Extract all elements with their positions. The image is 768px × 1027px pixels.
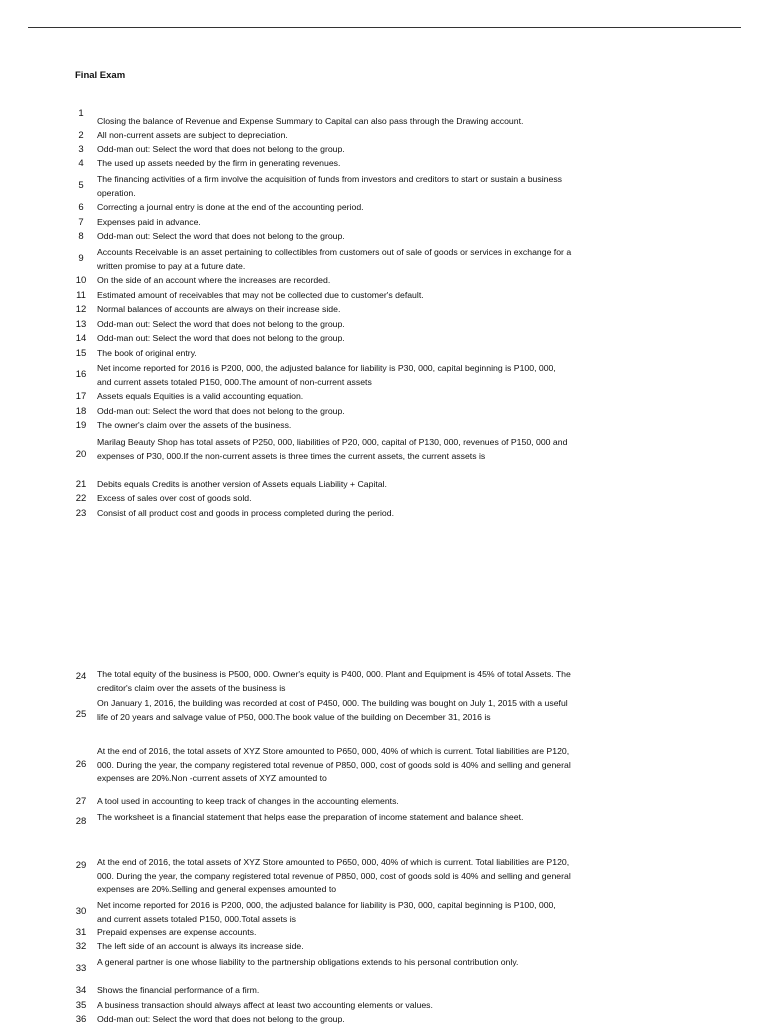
question-text: On January 1, 2016, the building was recorded at cost of P450, 000. The building was bought on July 1, 2015 with a useful life of 20 years and salvage value of P50, 000.The book value of the building on December 31, 2016 is [97, 698, 568, 722]
question-number: 7 [78, 217, 84, 228]
question-text: Marilag Beauty Shop has total assets of P250, 000, liabilities of P20, 000, capital of P130, 000, revenues of P150, 000 and expenses of P30, 000.If the non-current assets is three times the current assets, the current assets is [97, 437, 568, 461]
question-text: Excess of sales over cost of goods sold. [97, 493, 252, 503]
question-number: 25 [75, 709, 87, 720]
question-number: 26 [75, 759, 87, 770]
question-number: 10 [75, 275, 87, 286]
question-text: Odd-man out: Select the word that does not belong to the group. [97, 319, 345, 329]
question-text: On the side of an account where the increases are recorded. [97, 275, 331, 285]
question-number: 20 [75, 449, 87, 460]
question-text: Assets equals Equities is a valid accounting equation. [97, 391, 304, 401]
question-number: 34 [75, 985, 87, 996]
question-number: 6 [78, 202, 84, 213]
question-text: A business transaction should always affect at least two accounting elements or values. [97, 1000, 433, 1010]
question-number: 12 [75, 304, 87, 315]
question-text: The worksheet is a financial statement that helps ease the preparation of income statement and balance sheet. [97, 812, 524, 822]
question-text: The owner's claim over the assets of the business. [97, 420, 292, 430]
question-text: The used up assets needed by the firm in generating revenues. [97, 158, 341, 168]
question-number: 36 [75, 1014, 87, 1025]
question-text: Correcting a journal entry is done at the end of the accounting period. [97, 202, 364, 212]
question-text: Debits equals Credits is another version of Assets equals Liability + Capital. [97, 479, 387, 489]
question-text: At the end of 2016, the total assets of XYZ Store amounted to P650, 000, 40% of which is current. Total liabilities are P120, 000. During the year, the company registered total revenue of P850, 000, cost of goods sold is 40% and selling and general expenses are 20%.Non -current assets of XYZ amounted to [97, 746, 571, 783]
question-number: 33 [75, 963, 87, 974]
question-number: 5 [78, 180, 84, 191]
question-number: 35 [75, 1000, 87, 1011]
question-number: 18 [75, 406, 87, 417]
question-number: 23 [75, 508, 87, 519]
question-text: Net income reported for 2016 is P200, 000, the adjusted balance for liability is P30, 000, capital beginning is P100, 000, and current assets totaled P150, 000.Total assets is [97, 900, 556, 924]
question-number: 29 [75, 860, 87, 871]
question-text: Odd-man out: Select the word that does not belong to the group. [97, 406, 345, 416]
question-text: Odd-man out: Select the word that does not belong to the group. [97, 333, 345, 343]
question-number: 22 [75, 493, 87, 504]
question-text: Consist of all product cost and goods in process completed during the period. [97, 508, 394, 518]
question-number: 14 [75, 333, 87, 344]
question-text: Odd-man out: Select the word that does not belong to the group. [97, 231, 345, 241]
question-number: 19 [75, 420, 87, 431]
question-number: 32 [75, 941, 87, 952]
top-divider [28, 27, 741, 28]
question-number: 30 [75, 906, 87, 917]
question-text: Odd-man out: Select the word that does not belong to the group. [97, 144, 345, 154]
question-text: Estimated amount of receivables that may not be collected due to customer's default. [97, 290, 424, 300]
question-text: All non-current assets are subject to depreciation. [97, 130, 288, 140]
question-text: The book of original entry. [97, 348, 197, 358]
question-text: A general partner is one whose liability to the partnership obligations extends to his personal contribution only. [97, 957, 519, 967]
question-text: The total equity of the business is P500, 000. Owner's equity is P400, 000. Plant and Equipment is 45% of total Assets. The creditor's claim over the assets of the business is [97, 669, 571, 693]
question-number: 24 [75, 671, 87, 682]
question-text: Shows the financial performance of a firm. [97, 985, 260, 995]
question-number: 9 [78, 253, 84, 264]
question-text: Prepaid expenses are expense accounts. [97, 927, 257, 937]
question-text: The financing activities of a firm involve the acquisition of funds from investors and creditors to start or sustain a business operation. [97, 174, 563, 198]
question-text: The left side of an account is always its increase side. [97, 941, 304, 951]
page-title: Final Exam [75, 70, 126, 81]
question-number: 21 [75, 479, 87, 490]
question-number: 27 [75, 796, 87, 807]
question-text: Expenses paid in advance. [97, 217, 201, 227]
question-number: 13 [75, 319, 87, 330]
question-text: Accounts Receivable is an asset pertaining to collectibles from customers out of sale of goods or services in exchange for a written promise to pay at a future date. [97, 247, 572, 271]
question-text: Closing the balance of Revenue and Expense Summary to Capital can also pass through the Drawing account. [97, 116, 524, 126]
question-text: Normal balances of accounts are always on their increase side. [97, 304, 341, 314]
question-text: Net income reported for 2016 is P200, 000, the adjusted balance for liability is P30, 000, capital beginning is P100, 000, and current assets totaled P150, 000.The amount of non-current assets [97, 363, 556, 387]
question-number: 3 [78, 144, 84, 155]
question-number: 4 [78, 158, 84, 169]
question-number: 15 [75, 348, 87, 359]
question-text: A tool used in accounting to keep track of changes in the accounting elements. [97, 796, 399, 806]
question-number: 8 [78, 231, 84, 242]
question-number: 2 [78, 130, 84, 141]
question-number: 16 [75, 369, 87, 380]
question-number: 11 [76, 290, 86, 301]
question-number: 1 [78, 108, 84, 119]
question-number: 28 [75, 816, 87, 827]
question-number: 17 [75, 391, 87, 402]
question-text: Odd-man out: Select the word that does not belong to the group. [97, 1014, 345, 1024]
question-number: 31 [75, 927, 87, 938]
question-text: At the end of 2016, the total assets of XYZ Store amounted to P650, 000, 40% of which is current. Total liabilities are P120, 000. During the year, the company registered total revenue of P850, 000, cost of goods sold is 40% and selling and general expenses are 20%.Selling and general expenses amounted to [97, 857, 571, 894]
